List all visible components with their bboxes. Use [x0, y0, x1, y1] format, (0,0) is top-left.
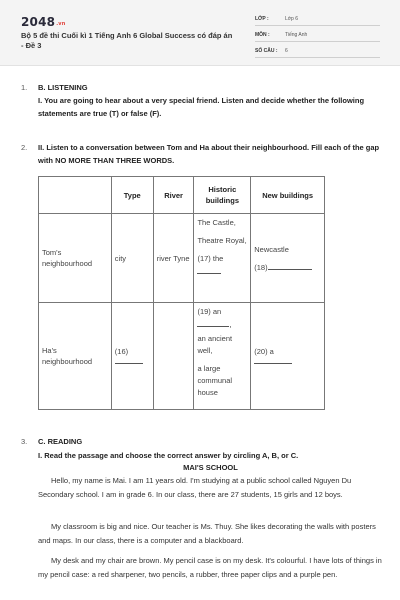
historic-item: (17) the: [197, 254, 224, 263]
document-title: Bộ 5 đề thi Cuối kì 1 Tiếng Anh 6 Global Success có đáp án - Đề 3: [21, 31, 233, 50]
table-header: River: [153, 177, 194, 214]
table-header: Historic buildings: [194, 177, 251, 214]
question-3-instruction: I. Read the passage and choose the correct answer by circling A, B, or C.: [38, 451, 299, 460]
passage-title: MAI'S SCHOOL: [183, 463, 238, 472]
meta-subject-value: Tiếng Anh: [285, 32, 308, 38]
row-label: Ha's neighbourhood: [42, 346, 93, 366]
site-logo[interactable]: [21, 15, 66, 29]
passage-paragraph: My desk and my chair are brown. My pencil case is on my desk. It's colourful. I have lots of things in my pencil case: a red sharpener, two pencils, a rubber, three paper clips and a purple pen.: [38, 556, 382, 579]
row-label: Tom's neighbourhood: [42, 248, 93, 268]
question-1-instruction: I. You are going to hear about a very special friend. Listen and decide whether the following statements are true (T) or false (F).: [38, 96, 365, 118]
gap-16-label: (16): [114, 347, 129, 356]
river-value: river Tyne: [156, 253, 190, 263]
answer-blank-19[interactable]: ,: [197, 320, 247, 333]
table-header: [39, 177, 112, 214]
gap-20-label: (20) a: [254, 347, 274, 356]
meta-class: [255, 12, 380, 26]
document-header: [0, 0, 400, 66]
answer-blank-20[interactable]: [254, 357, 321, 366]
gap-18-label: (18): [254, 262, 268, 272]
question-2-instruction: II. Listen to a conversation between Tom and Ha about their neighbourhood. Fill each of the gap with NO MORE THAN THREE WORDS.: [38, 143, 380, 165]
table-row: [39, 303, 325, 410]
neighbourhood-table: [38, 176, 325, 410]
meta-class-value: Lớp 6: [285, 16, 299, 22]
logo-suffix: .vn: [56, 21, 66, 27]
question-2-number: 2.: [21, 143, 28, 152]
historic-item: a large communal house: [197, 364, 233, 397]
historic-item: The Castle,: [197, 218, 236, 227]
table-header: New buildings: [251, 177, 325, 214]
meta-question-count: [255, 44, 380, 58]
historic-item: Theatre Royal,: [197, 236, 247, 245]
meta-class-key: LỚP :: [255, 16, 269, 22]
table-header-row: [39, 177, 325, 214]
meta-question-count-value: 6: [285, 48, 288, 54]
historic-item: (19) an: [197, 307, 222, 316]
new-building-value: Newcastle: [254, 244, 289, 254]
passage-paragraph: My classroom is big and nice. Our teacher is Ms. Thuy. She likes decorating the walls with posters and maps. In our class, there is a computer and a blackboard.: [38, 522, 376, 545]
answer-blank-16[interactable]: [115, 357, 150, 366]
question-3-heading: C. READING: [38, 437, 83, 446]
historic-item: an ancient well,: [197, 334, 233, 355]
question-3-number: 3.: [21, 437, 28, 446]
meta-subject-key: MÔN :: [255, 32, 270, 38]
question-1-heading: B. LISTENING: [38, 83, 88, 92]
answer-blank-18[interactable]: [268, 262, 312, 270]
type-value: city: [114, 253, 127, 263]
answer-blank-17[interactable]: [197, 267, 247, 276]
logo-main: 2048: [21, 15, 56, 29]
passage-paragraph: Hello, my name is Mai. I am 11 years old. I'm studying at a public school called Nguyen Du Secondary school. I am in grade 6. In our class, there are 27 students, 15 girls and 12 boys.: [38, 476, 352, 499]
meta-question-count-key: SỐ CÂU :: [255, 48, 278, 54]
question-1-number: 1.: [21, 83, 28, 92]
meta-subject: [255, 28, 380, 42]
table-row: [39, 214, 325, 303]
table-header: Type: [111, 177, 153, 214]
